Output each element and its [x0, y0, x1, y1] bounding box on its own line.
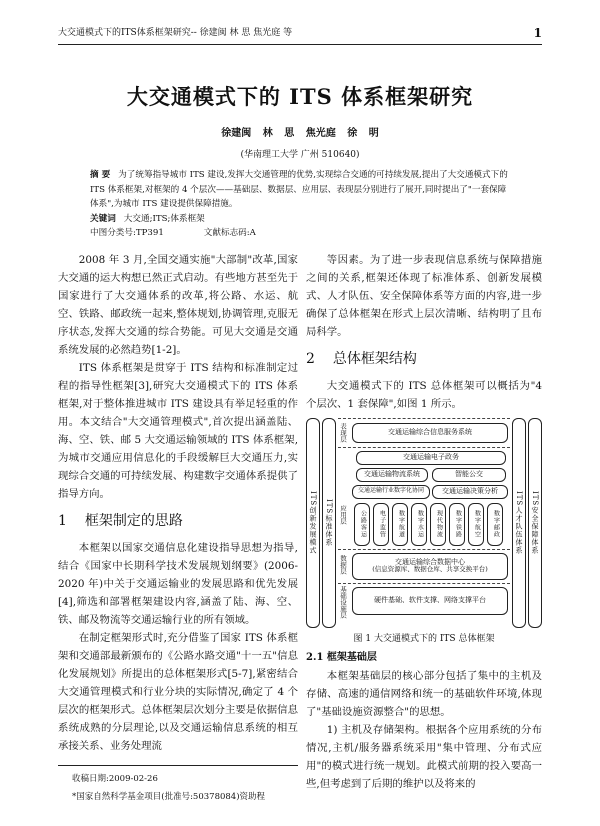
- left-column: [58, 251, 298, 806]
- layer-label: 表现层: [339, 422, 347, 442]
- section-number: 1: [58, 512, 67, 529]
- diagram-box: 交通运输物流系统: [356, 468, 428, 482]
- paragraph: 大交通模式下的 ITS 总体框架可以概括为"4 个层次、1 套保障",如图 1 所示。: [306, 379, 542, 410]
- application-column: 现代物流: [430, 503, 446, 546]
- keywords-label: 关键词: [90, 213, 116, 224]
- section-title: 总体框架结构: [332, 350, 417, 367]
- layer-label: 应用层: [339, 504, 347, 524]
- page-number: 1: [533, 26, 542, 40]
- application-column: 数字航空: [468, 503, 484, 546]
- running-header: [58, 26, 542, 45]
- doc-code: 文献标志码:A: [203, 228, 256, 238]
- side-box: ITS创新发展模式: [306, 418, 320, 628]
- framework-diagram: [306, 417, 542, 629]
- authors: 徐建闽 林 思 焦光庭 徐 明: [221, 128, 379, 139]
- abstract-label: 摘 要: [90, 170, 111, 180]
- keywords: 大交通;ITS;体系框架: [123, 213, 205, 224]
- layer-label: 基础设施层: [339, 585, 347, 618]
- side-box: ITS安全保障体系: [528, 418, 542, 628]
- application-column: 数字水运: [411, 503, 427, 546]
- paragraph: ITS 体系框架是贯穿于 ITS 结构和标准制定过程的指导性框架[3],研究大交通模式下的 ITS 体系框架,对于整体推进城市 ITS 建设具有举足轻重的作用。本文结合"大交通管理模式",首次提出涵盖陆、海、空、铁、邮 5 大交通运输领域的 ITS 体系框架,为城市交通应用信息化的手段缓解巨大交通压力,实现综合交通的可持续发展、构建数字交通体系提供了指导方向。: [58, 361, 298, 500]
- paragraph: 本框架基础层的核心部分包括了集中的主机及存储、高速的通信网络和统一的基础软件环境,体现了"基础设施资源整合"的思想。: [306, 669, 542, 718]
- data-center-label: 交通运输综合数据中心: [395, 558, 465, 567]
- application-column: 数字邮政: [487, 503, 503, 546]
- affiliation: (华南理工大学 广州 510640): [240, 150, 360, 160]
- application-column: 数字铁路: [449, 503, 465, 546]
- footnotes: [58, 765, 298, 806]
- diagram-box: 交通运输决策分析: [432, 485, 508, 499]
- diagram-box: 交通运输综合信息服务系统: [352, 423, 508, 443]
- figure-caption: 图 1 大交通模式下的 ITS 总体框架: [353, 633, 495, 644]
- right-column: [306, 251, 542, 806]
- diagram-box: 智能公交: [432, 468, 506, 482]
- subsection-heading: 2.1 框架基础层: [306, 651, 377, 663]
- layer-label: 数据层: [339, 554, 347, 574]
- section-title: 框架制定的思路: [84, 512, 183, 529]
- abstract-text: 为了统筹指导城市 ITS 建设,发挥大交通管理的优势,实现综合交通的可持续发展,提出了大交通模式下的 ITS 体系框架,对框架的 4 个层次——基础层、数据层、应用层、表现层分别进行了展开,同时提出了"一套保障体系",为城市 ITS 建设提供保障措施。: [90, 170, 508, 209]
- diagram-box: 交通运输电子政务: [356, 451, 506, 465]
- body-columns: [58, 251, 542, 806]
- application-column: 公路客运: [354, 503, 370, 546]
- paragraph: 本框架以国家交通信息化建设指导思想为指导,结合《国家中长期科学技术发展规划纲要》(2006-2020 年)中关于交通运输业的发展思路和优先发展[4],筛选和部署框架建设内容,涵盖了陆、海、空、铁、邮及物流等交通运输行业的所有领域。: [58, 541, 298, 626]
- data-center-box: [352, 553, 508, 580]
- section-heading-1: [58, 509, 298, 533]
- diagram-box: 硬件基础、软件支撑、网络支撑平台: [352, 587, 508, 615]
- application-column: 数字航道: [392, 503, 408, 546]
- clc-number: 中图分类号:TP391: [90, 228, 164, 238]
- diagram-box: 交通运输行业数字化协同: [352, 485, 430, 499]
- side-box: ITS标准体系: [322, 418, 336, 628]
- paragraph: 在制定框架形式时,充分借鉴了国家 ITS 体系框架和交通部最新颁布的《公路水路交通"十一五"信息化发展规划》所提出的总体框架形式[5-7],紧密结合大交通管理模式和行业分块的实际情况,确定了 4 个层次的框架形式。总体框架层次划分主要是依据信息系统成熟的分层理论,以及交通运输信息系统的相互承接关系、业务处理流: [58, 631, 298, 752]
- fund-note: *国家自然科学基金项目(批准号:50378084)资助程: [72, 791, 266, 802]
- application-column: 电子监管: [373, 503, 389, 546]
- received-date: 收稿日期:2009-02-26: [72, 773, 158, 784]
- section-heading-2: [306, 347, 542, 371]
- data-center-sub: (信息资源库、数据仓库、共享交换平台): [372, 565, 488, 574]
- paragraph: 2008 年 3 月,全国交通实施"大部制"改革,国家大交通的运大构想已然正式启动。有些地方甚至先于国家进行了大交通体系的改革,将公路、水运、航空、铁路、邮政统一起来,整体规划,协调管理,克服无序状态,发挥大交通的综合势能。可见大交通是交通系统发展的必然趋势[1-2]。: [58, 253, 298, 356]
- section-number: 2: [306, 350, 315, 367]
- paragraph: 1) 主机及存储架构。根据各个应用系统的分布情况,主机/服务器系统采用"集中管理、分布式应用"的模式进行统一规划。此模式前期的投入要高一些,但考虑到了后期的维护以及将来的: [306, 723, 542, 790]
- paragraph: 等因素。为了进一步表现信息系统与保障措施之间的关系,框架还体现了标准体系、创新发展模式、人才队伍、安全保障体系等方面的内容,进一步确保了总体框架在形式上层次清晰、结构明了且布局科学。: [306, 253, 542, 338]
- side-box: ITS人才队伍体系: [512, 418, 526, 628]
- paper-title: 大交通模式下的 ITS 体系框架研究: [126, 84, 474, 109]
- running-title: 大交通模式下的ITS体系框架研究-- 徐建闽 林 思 焦光庭 等: [58, 28, 293, 38]
- abstract: [90, 168, 510, 241]
